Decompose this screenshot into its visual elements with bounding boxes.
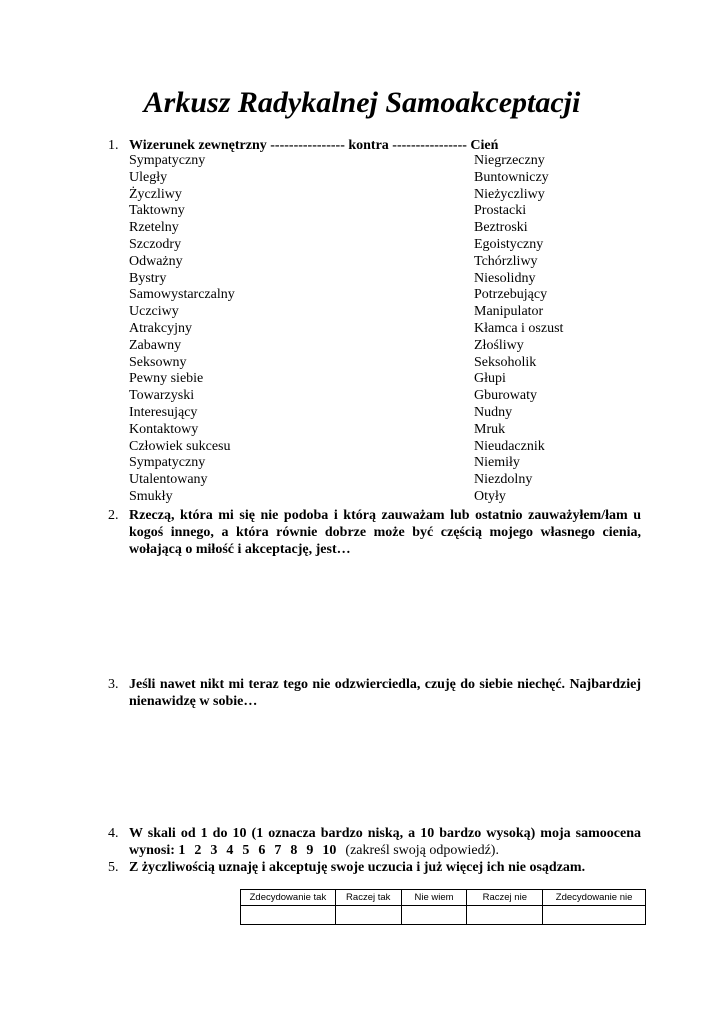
outer-image-trait: Pewny siebie (129, 371, 204, 387)
shadow-trait: Prostacki (474, 203, 527, 219)
answer-option-header: Raczej nie (467, 890, 543, 906)
outer-image-trait: Seksowny (129, 354, 187, 370)
shadow-trait: Niemiły (474, 455, 520, 471)
answer-option-cell[interactable] (467, 906, 543, 925)
outer-image-trait: Smukły (129, 488, 173, 504)
answer-option-header: Raczej tak (335, 890, 401, 906)
page-title: Arkusz Radykalnej Samoakceptacji (143, 86, 581, 119)
q3-number: 3. (108, 677, 119, 692)
answer-table (240, 889, 646, 925)
shadow-trait: Nieudacznik (474, 438, 545, 454)
shadow-trait: Egoistyczny (474, 236, 544, 252)
outer-image-trait: Kontaktowy (129, 421, 199, 437)
outer-image-trait: Uległy (129, 169, 168, 185)
outer-image-trait: Sympatyczny (129, 153, 206, 168)
shadow-trait: Nudny (474, 404, 513, 420)
outer-image-trait: Rzetelny (129, 220, 179, 236)
outer-image-trait: Człowiek sukcesu (129, 438, 231, 454)
rating-option[interactable]: 2 (194, 843, 202, 858)
outer-image-trait: Szczodry (129, 236, 182, 252)
answer-option-header: Nie wiem (401, 890, 467, 906)
q5-number: 5. (108, 860, 119, 875)
shadow-trait: Mruk (474, 421, 506, 437)
q5-text: Z życzliwością uznaję i akceptuję swoje uczucia i już więcej ich nie osądzam. (129, 860, 586, 875)
shadow-trait: Buntowniczy (474, 169, 549, 185)
outer-image-trait: Życzliwy (129, 186, 182, 202)
outer-image-trait: Bystry (129, 270, 167, 286)
outer-image-trait: Towarzyski (129, 388, 195, 404)
rating-option[interactable]: 4 (226, 843, 234, 858)
shadow-trait: Złośliwy (474, 337, 524, 353)
answer-option-header: Zdecydowanie nie (543, 890, 646, 906)
shadow-trait: Nieżyczliwy (474, 186, 545, 202)
q3-text: Jeśli nawet nikt mi teraz tego nie odzwierciedla, czuję do siebie niechęć. Najbardziej nienawidzę w sobie… (129, 677, 641, 709)
rating-option[interactable]: 5 (242, 843, 250, 858)
shadow-trait: Niezdolny (474, 472, 533, 488)
outer-image-trait: Interesujący (129, 404, 198, 420)
shadow-trait: Manipulator (474, 304, 544, 320)
outer-image-trait: Zabawny (129, 337, 182, 353)
outer-image-trait: Utalentowany (129, 472, 208, 488)
shadow-list (474, 153, 563, 506)
q4-number: 4. (108, 826, 119, 841)
shadow-trait: Gburowaty (474, 388, 537, 404)
q2-number: 2. (108, 508, 119, 523)
shadow-trait: Beztroski (474, 220, 528, 236)
outer-image-trait: Atrakcyjny (129, 320, 192, 336)
rating-option[interactable]: 1 (178, 843, 186, 858)
rating-scale (178, 843, 345, 858)
shadow-trait: Otyły (474, 488, 506, 504)
rating-option[interactable]: 9 (306, 843, 314, 858)
outer-image-trait: Odważny (129, 253, 183, 269)
shadow-trait: Niesolidny (474, 270, 536, 286)
outer-image-list (129, 153, 235, 506)
shadow-trait: Głupi (474, 371, 506, 387)
answer-option-cell[interactable] (543, 906, 646, 925)
rating-option[interactable]: 8 (290, 843, 298, 858)
shadow-trait: Seksoholik (474, 354, 537, 370)
shadow-trait: Kłamca i oszust (474, 320, 564, 336)
answer-option-cell[interactable] (335, 906, 401, 925)
outer-image-trait: Sympatyczny (129, 455, 206, 471)
answer-option-cell[interactable] (401, 906, 467, 925)
answer-table-header (241, 890, 646, 906)
q4-block (129, 825, 641, 859)
answer-table-row (241, 906, 646, 925)
q4-text: W skali od 1 do 10 (1 oznacza bardzo niską, a 10 bardzo wysoką) moja samoocena wynosi: (129, 826, 641, 858)
q4-note: (zakreśl swoją odpowiedź). (345, 843, 499, 858)
q1-number: 1. (108, 138, 119, 153)
rating-option[interactable]: 3 (210, 843, 218, 858)
q2-text: Rzeczą, która mi się nie podoba i którą zauważam lub ostatnio zauważyłem/łam u kogoś innego, a która równie dobrze może być częścią mojego własnego cienia, wołającą o miłość i akceptację, jest… (129, 508, 641, 557)
shadow-trait: Niegrzeczny (474, 153, 545, 168)
q1-heading: Wizerunek zewnętrzny ---------------- kontra ---------------- Cień (129, 138, 499, 153)
outer-image-trait: Taktowny (129, 203, 185, 219)
rating-option[interactable]: 7 (274, 843, 282, 858)
answer-option-cell[interactable] (241, 906, 336, 925)
outer-image-trait: Samowystarczalny (129, 287, 235, 303)
shadow-trait: Tchórzliwy (474, 253, 538, 269)
outer-image-trait: Uczciwy (129, 304, 179, 320)
shadow-trait: Potrzebujący (474, 287, 548, 303)
rating-option[interactable]: 6 (258, 843, 266, 858)
rating-option[interactable]: 10 (322, 843, 337, 858)
answer-option-header: Zdecydowanie tak (241, 890, 336, 906)
